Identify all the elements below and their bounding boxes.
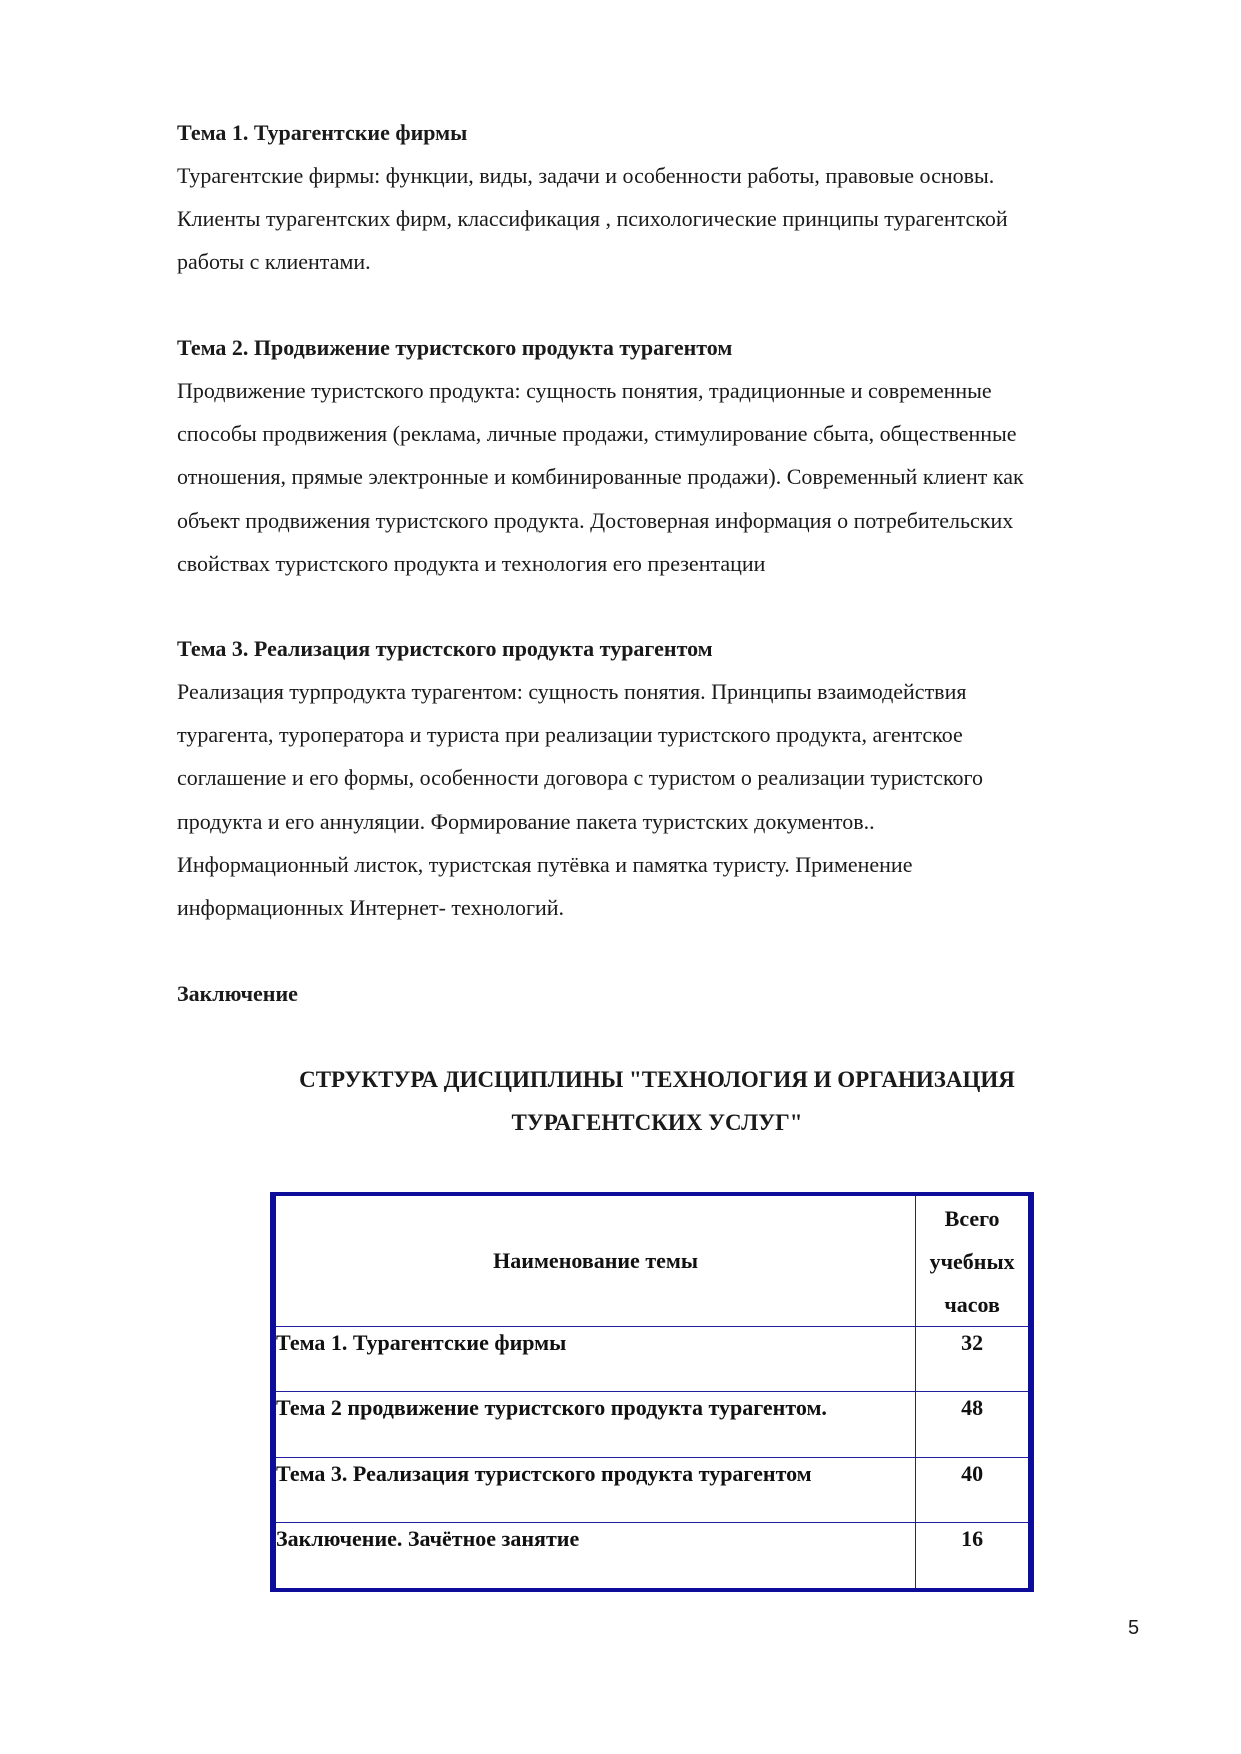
structure-title-line-1: СТРУКТУРА ДИСЦИПЛИНЫ "ТЕХНОЛОГИЯ И ОРГАНИЗАЦИЯ <box>299 1067 1015 1092</box>
topic-3-line-4: продукта и его аннуляции. Формирование пакета туристских документов.. <box>177 808 875 834</box>
conclusion-section <box>177 972 1157 1015</box>
discipline-structure-table <box>270 1192 1034 1592</box>
header-total-hours <box>916 1194 1031 1327</box>
topic-3-heading: Тема 3. Реализация туристского продукта турагентом <box>177 636 713 661</box>
structure-title-line-2: ТУРАГЕНТСКИХ УСЛУГ" <box>511 1110 803 1135</box>
table-row <box>273 1392 1031 1457</box>
topic-1-heading: Тема 1. Турагентские фирмы <box>177 120 468 145</box>
header-hours-line-3: часов <box>944 1291 1000 1317</box>
topic-1-section <box>177 111 1157 284</box>
row-hours: 40 <box>916 1457 1031 1522</box>
row-topic-name: Тема 1. Турагентские фирмы <box>273 1327 916 1392</box>
row-hours: 32 <box>916 1327 1031 1392</box>
topic-2-heading: Тема 2. Продвижение туристского продукта турагентом <box>177 335 733 360</box>
topic-1-line-2: Клиенты турагентских фирм, классификация , психологические принципы турагентской <box>177 206 1008 232</box>
page-number: 5 <box>1128 1617 1140 1639</box>
topic-2-line-5: свойствах туристского продукта и технология его презентации <box>177 550 766 576</box>
structure-title <box>177 1058 1137 1144</box>
topic-1-line-3: работы с клиентами. <box>177 249 371 275</box>
row-topic-name: Заключение. Зачётное занятие <box>273 1523 916 1590</box>
header-topic-name: Наименование темы <box>273 1194 916 1327</box>
table-row <box>273 1523 1031 1590</box>
table-row <box>273 1457 1031 1522</box>
table-header-row <box>273 1194 1031 1327</box>
topic-3-line-6: информационных Интернет- технологий. <box>177 895 565 921</box>
topic-2-line-2: способы продвижения (реклама, личные продажи, стимулирование сбыта, общественные <box>177 421 1017 447</box>
topic-2-section <box>177 326 1157 585</box>
topic-3-line-5: Информационный листок, туристская путёвка и памятка туристу. Применение <box>177 851 913 877</box>
topic-2-line-1: Продвижение туристского продукта: сущность понятия, традиционные и современные <box>177 378 992 403</box>
topic-2-line-4: объект продвижения туристского продукта. Достоверная информация о потребительских <box>177 507 1014 533</box>
row-topic-name: Тема 3. Реализация туристского продукта турагентом <box>273 1457 916 1522</box>
topic-3-line-2: турагента, туроператора и туриста при реализации туристского продукта, агентское <box>177 722 963 748</box>
row-topic-name: Тема 2 продвижение туристского продукта турагентом. <box>273 1392 916 1457</box>
topic-3-line-3: соглашение и его формы, особенности договора с туристом о реализации туристского <box>177 765 983 791</box>
header-hours-line-2: учебных <box>929 1248 1015 1274</box>
topic-3-line-1: Реализация турпродукта турагентом: сущность понятия. Принципы взаимодействия <box>177 679 967 704</box>
topic-3-section <box>177 627 1157 929</box>
row-hours: 48 <box>916 1392 1031 1457</box>
table-row <box>273 1327 1031 1392</box>
conclusion-heading: Заключение <box>177 981 298 1006</box>
row-hours: 16 <box>916 1523 1031 1590</box>
topic-2-line-3: отношения, прямые электронные и комбинированные продажи). Современный клиент как <box>177 464 1024 490</box>
topic-1-line-1: Турагентские фирмы: функции, виды, задачи и особенности работы, правовые основы. <box>177 163 995 188</box>
header-hours-line-1: Всего <box>944 1205 1000 1231</box>
